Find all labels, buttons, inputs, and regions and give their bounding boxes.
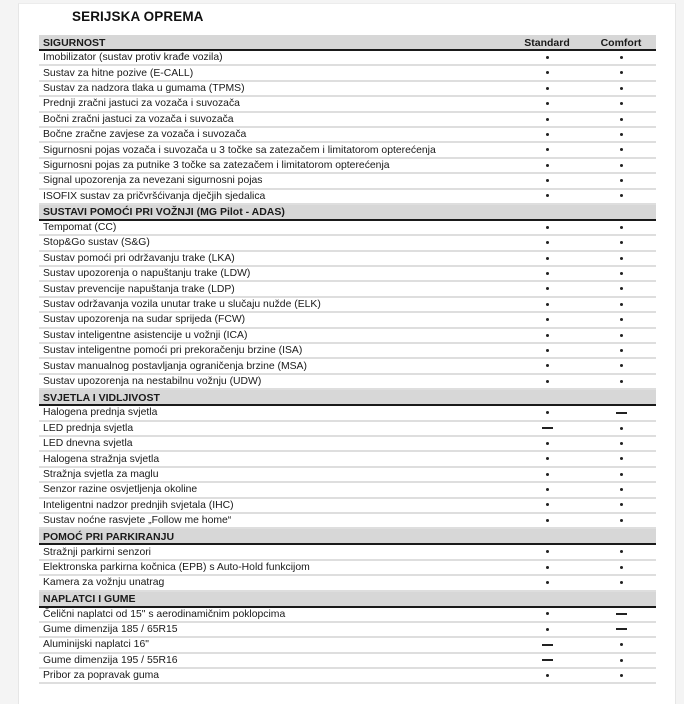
comfort-availability [586,189,656,204]
feature-label: Kamera za vožnju unatrag [39,575,508,590]
table-row [39,343,656,358]
included-dot-icon [546,411,549,414]
section-header [39,389,656,405]
standard-availability [508,668,586,683]
feature-label: Tempomat (CC) [39,220,508,235]
table-row [39,653,656,668]
comfort-availability [586,622,656,637]
included-dot-icon [620,643,623,646]
feature-label: Bočne zračne zavjese za vozača i suvozača [39,127,508,142]
included-dot-icon [620,550,623,553]
table-row [39,220,656,235]
standard-availability [508,436,586,451]
included-dot-icon [620,334,623,337]
included-dot-icon [620,488,623,491]
feature-label: Imobilizator (sustav protiv krađe vozila) [39,50,508,65]
included-dot-icon [546,349,549,352]
included-dot-icon [546,287,549,290]
included-dot-icon [620,659,623,662]
table-row [39,498,656,513]
table-row [39,358,656,373]
included-dot-icon [620,380,623,383]
feature-label: Stražnji parkirni senzori [39,544,508,559]
comfort-availability [586,467,656,482]
comfort-availability [586,312,656,327]
comfort-availability [586,607,656,622]
included-dot-icon [546,612,549,615]
section-header-spacer [508,204,586,220]
included-dot-icon [546,674,549,677]
included-dot-icon [546,164,549,167]
not-included-dash-icon [616,628,627,630]
standard-availability [508,405,586,420]
standard-availability [508,607,586,622]
comfort-availability [586,498,656,513]
standard-availability [508,358,586,373]
standard-availability [508,189,586,204]
comfort-availability [586,343,656,358]
comfort-availability [586,50,656,65]
included-dot-icon [620,56,623,59]
comfort-availability [586,96,656,111]
comfort-availability [586,668,656,683]
table-row [39,560,656,575]
table-row [39,405,656,420]
table-row [39,374,656,389]
section-header [39,591,656,607]
standard-availability [508,312,586,327]
feature-label: Sustav upozorenja na sudar sprijeda (FCW) [39,312,508,327]
comfort-availability [586,297,656,312]
table-row [39,436,656,451]
included-dot-icon [620,303,623,306]
standard-availability [508,96,586,111]
table-row [39,235,656,250]
standard-availability [508,622,586,637]
section-title: SIGURNOST [39,35,508,50]
table-row [39,622,656,637]
included-dot-icon [546,272,549,275]
not-included-dash-icon [616,412,627,414]
standard-availability [508,266,586,281]
feature-label: LED prednja svjetla [39,421,508,436]
included-dot-icon [620,318,623,321]
standard-availability [508,281,586,296]
standard-availability [508,467,586,482]
standard-availability [508,544,586,559]
feature-label: Elektronska parkirna kočnica (EPB) s Auto-Hold funkcijom [39,560,508,575]
included-dot-icon [546,56,549,59]
comfort-availability [586,451,656,466]
table-row [39,544,656,559]
comfort-availability [586,482,656,497]
table-row [39,112,656,127]
feature-label: Signal upozorenja za nevezani sigurnosni pojas [39,173,508,188]
comfort-availability [586,544,656,559]
comfort-availability [586,173,656,188]
feature-label: Inteligentni nadzor prednjih svjetala (IHC) [39,498,508,513]
section-header [39,204,656,220]
standard-availability [508,173,586,188]
section-header-spacer [508,528,586,544]
feature-label: Senzor razine osvjetljenja okoline [39,482,508,497]
feature-label: Halogena prednja svjetla [39,405,508,420]
included-dot-icon [620,194,623,197]
not-included-dash-icon [542,644,553,646]
comfort-availability [586,251,656,266]
included-dot-icon [620,442,623,445]
standard-availability [508,498,586,513]
included-dot-icon [546,442,549,445]
included-dot-icon [620,674,623,677]
table-row [39,668,656,683]
included-dot-icon [620,179,623,182]
included-dot-icon [546,519,549,522]
table-row [39,467,656,482]
table-row [39,607,656,622]
included-dot-icon [546,102,549,105]
table-row [39,513,656,528]
included-dot-icon [546,318,549,321]
standard-availability [508,297,586,312]
included-dot-icon [546,241,549,244]
feature-label: Sustav održavanja vozila unutar trake u slučaju nužde (ELK) [39,297,508,312]
included-dot-icon [620,503,623,506]
standard-availability [508,374,586,389]
table-row [39,637,656,652]
standard-availability [508,65,586,80]
included-dot-icon [546,87,549,90]
comfort-availability [586,374,656,389]
section-header-spacer [586,591,656,607]
document-page [18,3,676,704]
table-row [39,451,656,466]
section-title: NAPLATCI I GUME [39,591,508,607]
feature-label: Sustav za hitne pozive (E-CALL) [39,65,508,80]
included-dot-icon [620,272,623,275]
table-row [39,482,656,497]
table-row [39,158,656,173]
table-row [39,189,656,204]
included-dot-icon [546,194,549,197]
included-dot-icon [546,148,549,151]
included-dot-icon [546,364,549,367]
table-row [39,266,656,281]
comfort-availability [586,158,656,173]
comfort-availability [586,127,656,142]
comfort-availability [586,235,656,250]
included-dot-icon [546,303,549,306]
feature-label: Sustav noćne rasvjete „Follow me home“ [39,513,508,528]
standard-availability [508,251,586,266]
included-dot-icon [546,334,549,337]
included-dot-icon [620,287,623,290]
standard-availability [508,220,586,235]
included-dot-icon [546,71,549,74]
standard-availability [508,343,586,358]
included-dot-icon [546,133,549,136]
comfort-availability [586,81,656,96]
standard-availability [508,513,586,528]
not-included-dash-icon [542,427,553,429]
included-dot-icon [546,473,549,476]
section-header-spacer [586,528,656,544]
included-dot-icon [546,566,549,569]
not-included-dash-icon [542,659,553,661]
standard-availability [508,482,586,497]
column-header-standard: Standard [508,35,586,50]
standard-availability [508,235,586,250]
standard-availability [508,142,586,157]
feature-label: Sigurnosni pojas vozača i suvozača u 3 točke sa zatezačem i limitatorom opterećenja [39,142,508,157]
table-row [39,297,656,312]
included-dot-icon [546,628,549,631]
standard-availability [508,127,586,142]
included-dot-icon [546,550,549,553]
standard-availability [508,81,586,96]
section-header [39,528,656,544]
table-row [39,281,656,296]
section-header-spacer [586,204,656,220]
feature-label: Halogena stražnja svjetla [39,451,508,466]
comfort-availability [586,112,656,127]
table-row [39,127,656,142]
comfort-availability [586,220,656,235]
included-dot-icon [620,427,623,430]
column-header-comfort: Comfort [586,35,656,50]
included-dot-icon [546,118,549,121]
included-dot-icon [620,473,623,476]
standard-availability [508,451,586,466]
section-header-spacer [508,591,586,607]
feature-label: Aluminijski naplatci 16" [39,637,508,652]
comfort-availability [586,436,656,451]
table-row [39,50,656,65]
equipment-table-body [39,35,656,683]
included-dot-icon [620,133,623,136]
included-dot-icon [620,349,623,352]
feature-label: Gume dimenzija 185 / 65R15 [39,622,508,637]
feature-label: Sustav inteligentne pomoći pri prekoračenju brzine (ISA) [39,343,508,358]
included-dot-icon [620,118,623,121]
not-included-dash-icon [616,613,627,615]
table-row [39,328,656,343]
feature-label: Sustav upozorenja o napuštanju trake (LDW) [39,266,508,281]
feature-label: Sigurnosni pojas za putnike 3 točke sa zatezačem i limitatorom opterećenja [39,158,508,173]
standard-availability [508,158,586,173]
feature-label: Gume dimenzija 195 / 55R16 [39,653,508,668]
feature-label: Stop&Go sustav (S&G) [39,235,508,250]
standard-availability [508,421,586,436]
included-dot-icon [620,241,623,244]
feature-label: Čelični naplatci od 15" s aerodinamičnim poklopcima [39,607,508,622]
standard-availability [508,112,586,127]
standard-availability [508,575,586,590]
feature-label: Prednji zračni jastuci za vozača i suvozača [39,96,508,111]
included-dot-icon [546,179,549,182]
table-row [39,81,656,96]
included-dot-icon [546,380,549,383]
included-dot-icon [546,581,549,584]
feature-label: Sustav manualnog postavljanja ograničenja brzine (MSA) [39,358,508,373]
included-dot-icon [546,488,549,491]
table-row [39,575,656,590]
included-dot-icon [620,457,623,460]
comfort-availability [586,421,656,436]
comfort-availability [586,142,656,157]
section-header-spacer [508,389,586,405]
included-dot-icon [620,71,623,74]
included-dot-icon [620,519,623,522]
comfort-availability [586,637,656,652]
section-header-spacer [586,389,656,405]
comfort-availability [586,358,656,373]
feature-label: LED dnevna svjetla [39,436,508,451]
included-dot-icon [546,226,549,229]
feature-label: ISOFIX sustav za pričvršćivanja dječjih sjedalica [39,189,508,204]
table-row [39,251,656,266]
included-dot-icon [620,226,623,229]
included-dot-icon [620,364,623,367]
comfort-availability [586,281,656,296]
section-header [39,35,656,50]
included-dot-icon [620,581,623,584]
feature-label: Stražnja svjetla za maglu [39,467,508,482]
feature-label: Sustav pomoći pri održavanju trake (LKA) [39,251,508,266]
section-title: SVJETLA I VIDLJIVOST [39,389,508,405]
table-row [39,173,656,188]
standard-availability [508,50,586,65]
table-row [39,421,656,436]
comfort-availability [586,653,656,668]
feature-label: Bočni zračni jastuci za vozača i suvozača [39,112,508,127]
included-dot-icon [620,164,623,167]
comfort-availability [586,65,656,80]
section-title: SUSTAVI POMOĆI PRI VOŽNJI (MG Pilot - ADAS) [39,204,508,220]
included-dot-icon [620,148,623,151]
feature-label: Sustav prevencije napuštanja trake (LDP) [39,281,508,296]
standard-availability [508,328,586,343]
table-row [39,142,656,157]
comfort-availability [586,266,656,281]
comfort-availability [586,575,656,590]
comfort-availability [586,560,656,575]
included-dot-icon [620,566,623,569]
comfort-availability [586,328,656,343]
feature-label: Sustav inteligentne asistencije u vožnji (ICA) [39,328,508,343]
comfort-availability [586,405,656,420]
feature-label: Pribor za popravak guma [39,668,508,683]
included-dot-icon [620,87,623,90]
feature-label: Sustav za nadzora tlaka u gumama (TPMS) [39,81,508,96]
included-dot-icon [620,257,623,260]
section-title: POMOĆ PRI PARKIRANJU [39,528,508,544]
page-title: SERIJSKA OPREMA [72,9,204,24]
table-row [39,96,656,111]
equipment-table [39,35,656,684]
standard-availability [508,653,586,668]
included-dot-icon [546,257,549,260]
included-dot-icon [546,457,549,460]
table-row [39,312,656,327]
standard-availability [508,637,586,652]
feature-label: Sustav upozorenja na nestabilnu vožnju (UDW) [39,374,508,389]
included-dot-icon [546,503,549,506]
standard-availability [508,560,586,575]
included-dot-icon [620,102,623,105]
table-row [39,65,656,80]
comfort-availability [586,513,656,528]
